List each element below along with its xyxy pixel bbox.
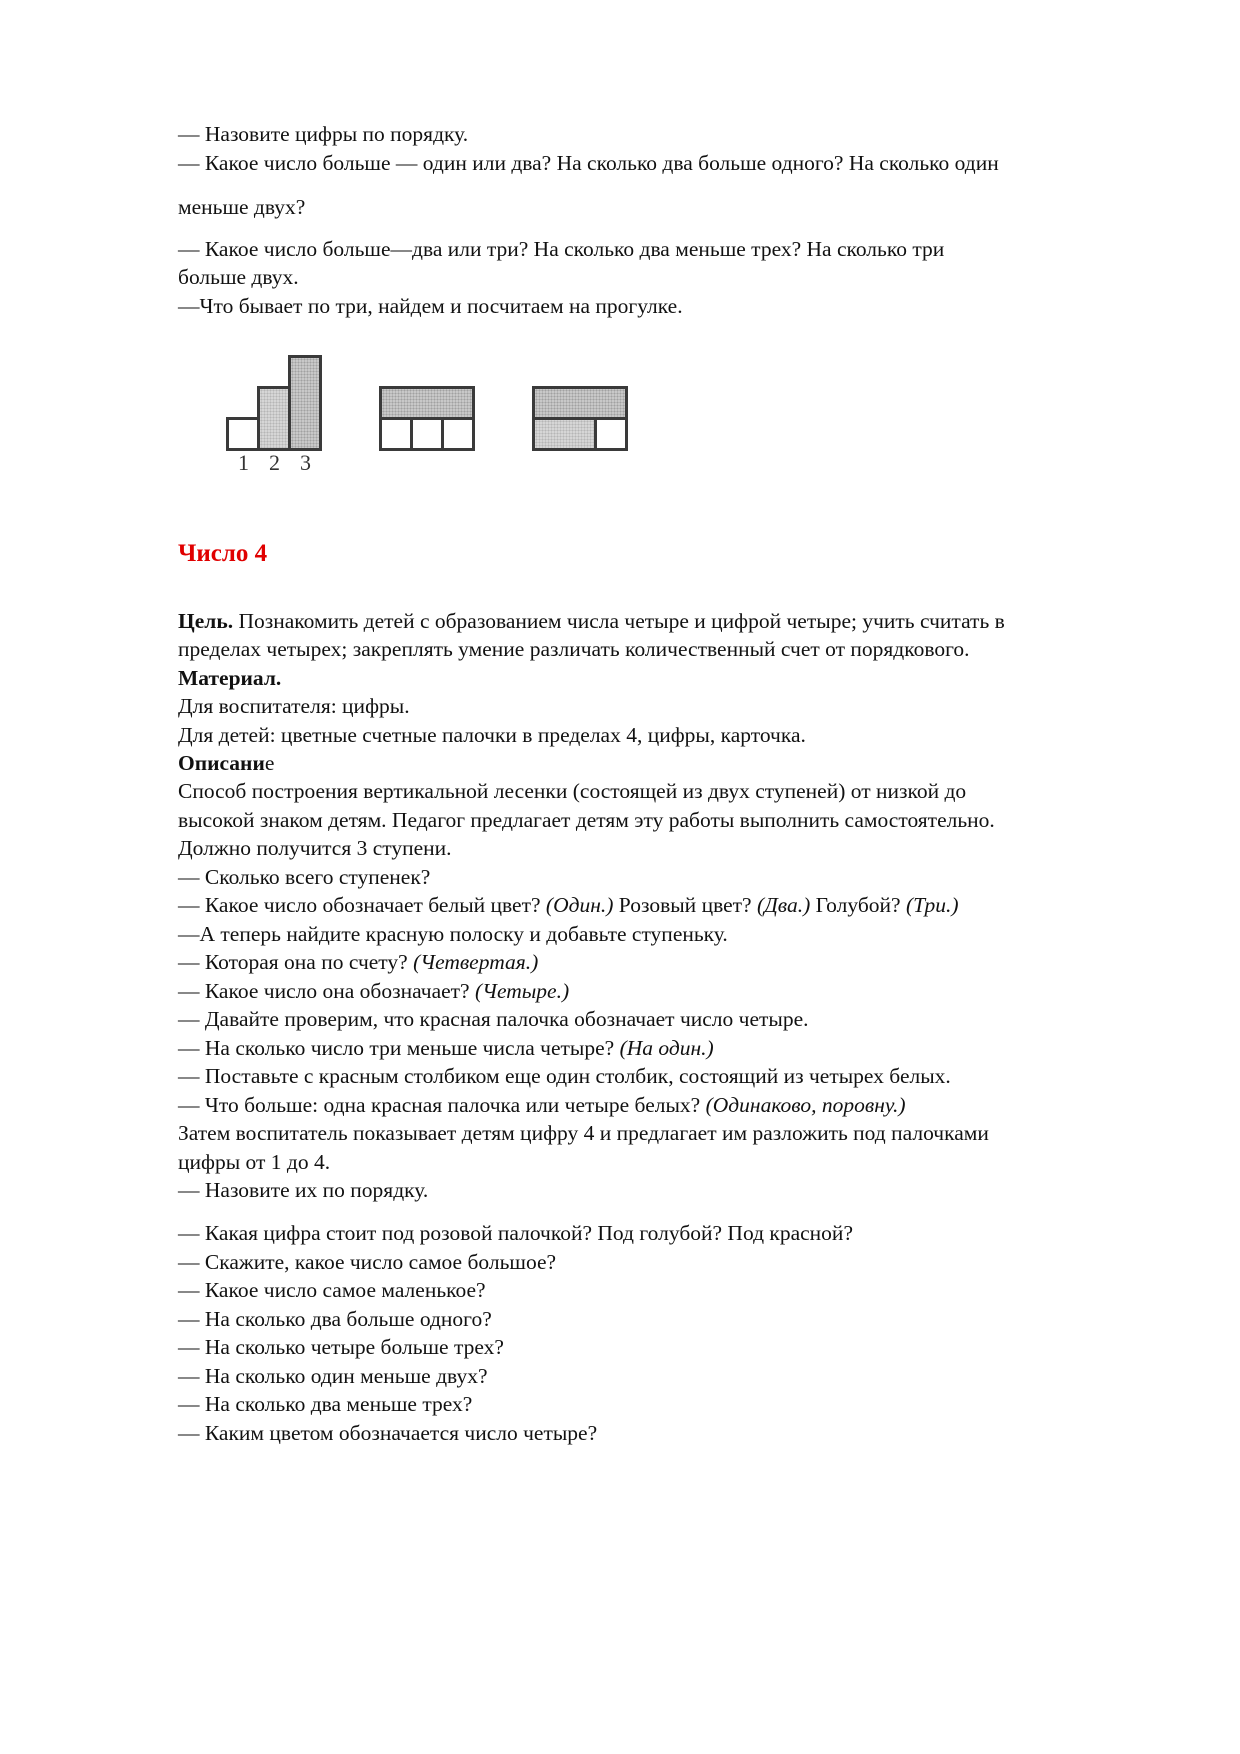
material-teacher: Для воспитателя: цифры. bbox=[178, 694, 410, 718]
two-plus-one-figure bbox=[532, 386, 628, 451]
bar-label-1: 1 bbox=[238, 450, 249, 475]
dialogue-line: — Что больше: одна красная палочка или четыре белых? (Одинаково, поровну.) bbox=[178, 1093, 906, 1117]
white-cell bbox=[410, 417, 444, 451]
white-cell bbox=[379, 417, 413, 451]
dialogue-line: — Какое число она обозначает? (Четыре.) bbox=[178, 979, 570, 1003]
intro-line: больше двух. bbox=[178, 265, 299, 289]
bar-label-2: 2 bbox=[269, 450, 280, 475]
dialogue-line: — Давайте проверим, что красная палочка обозначает число четыре. bbox=[178, 1007, 809, 1031]
question-line: — На сколько один меньше двух? bbox=[178, 1364, 488, 1388]
question-line: — На сколько два меньше трех? bbox=[178, 1392, 473, 1416]
question-line: — Скажите, какое число самое большое? bbox=[178, 1250, 557, 1274]
staircase-figure bbox=[226, 355, 322, 475]
dialogue-line: — Поставьте с красным столбиком еще один столбик, состоящий из четырех белых. bbox=[178, 1064, 951, 1088]
question-line: — На сколько два больше одного? bbox=[178, 1307, 492, 1331]
dialogue-line: цифры от 1 до 4. bbox=[178, 1150, 331, 1174]
dialogue-line: — Сколько всего ступенек? bbox=[178, 865, 431, 889]
intro-line: — Назовите цифры по порядку. bbox=[178, 122, 469, 146]
top-gray-bar bbox=[532, 386, 628, 420]
dialogue-line: — Назовите их по порядку. bbox=[178, 1178, 429, 1202]
dialogue-line: — На сколько число три меньше числа четыре? (На один.) bbox=[178, 1036, 714, 1060]
dialogue-line: —А теперь найдите красную полоску и добавьте ступеньку. bbox=[178, 922, 728, 946]
description-line: Должно получится 3 ступени. bbox=[178, 836, 452, 860]
description-label: Описание bbox=[178, 751, 275, 775]
bar-2-light bbox=[257, 386, 291, 451]
question-line: — Какая цифра стоит под розовой палочкой? Под голубой? Под красной? bbox=[178, 1221, 853, 1245]
description-line: высокой знаком детям. Педагог предлагает детям эту работы выполнить самостоятельно. bbox=[178, 808, 995, 832]
description-line: Способ построения вертикальной лесенки (состоящей из двух ступеней) от низкой до bbox=[178, 779, 967, 803]
light-double-cell bbox=[532, 417, 597, 451]
white-cell bbox=[441, 417, 475, 451]
goal-line: пределах четырех; закреплять умение различать количественный счет от порядкового. bbox=[178, 637, 970, 661]
top-gray-bar bbox=[379, 386, 475, 420]
bar-3-gray bbox=[288, 355, 322, 451]
bar-1-white bbox=[226, 417, 260, 451]
intro-line: — Какое число больше—два или три? На сколько два меньше трех? На сколько три bbox=[178, 237, 945, 261]
intro-line: —Что бывает по три, найдем и посчитаем на прогулке. bbox=[178, 294, 683, 318]
section-heading: Число 4 bbox=[178, 540, 268, 567]
dialogue-line: — Которая она по счету? (Четвертая.) bbox=[178, 950, 539, 974]
goal-label: Цель. bbox=[178, 609, 234, 633]
white-cell bbox=[594, 417, 628, 451]
dialogue-line: — Какое число обозначает белый цвет? (Один.) Розовый цвет? (Два.) Голубой? (Три.) bbox=[178, 893, 959, 917]
intro-line: меньше двух? bbox=[178, 195, 306, 219]
bar-label-3: 3 bbox=[300, 450, 311, 475]
material-label: Материал. bbox=[178, 666, 282, 690]
three-ones-figure bbox=[379, 386, 475, 451]
intro-line: — Какое число больше — один или два? На сколько два больше одного? На сколько один bbox=[178, 151, 999, 175]
goal-text: Познакомить детей с образованием числа четыре и цифрой четыре; учить считать в bbox=[233, 609, 1005, 633]
material-children: Для детей: цветные счетные палочки в пределах 4, цифры, карточка. bbox=[178, 723, 806, 747]
question-line: — Какое число самое маленькое? bbox=[178, 1278, 486, 1302]
question-line: — На сколько четыре больше трех? bbox=[178, 1335, 504, 1359]
goal-line bbox=[178, 607, 1005, 635]
question-line: — Каким цветом обозначается число четыре? bbox=[178, 1421, 598, 1445]
dialogue-line: Затем воспитатель показывает детям цифру 4 и предлагает им разложить под палочками bbox=[178, 1121, 989, 1145]
